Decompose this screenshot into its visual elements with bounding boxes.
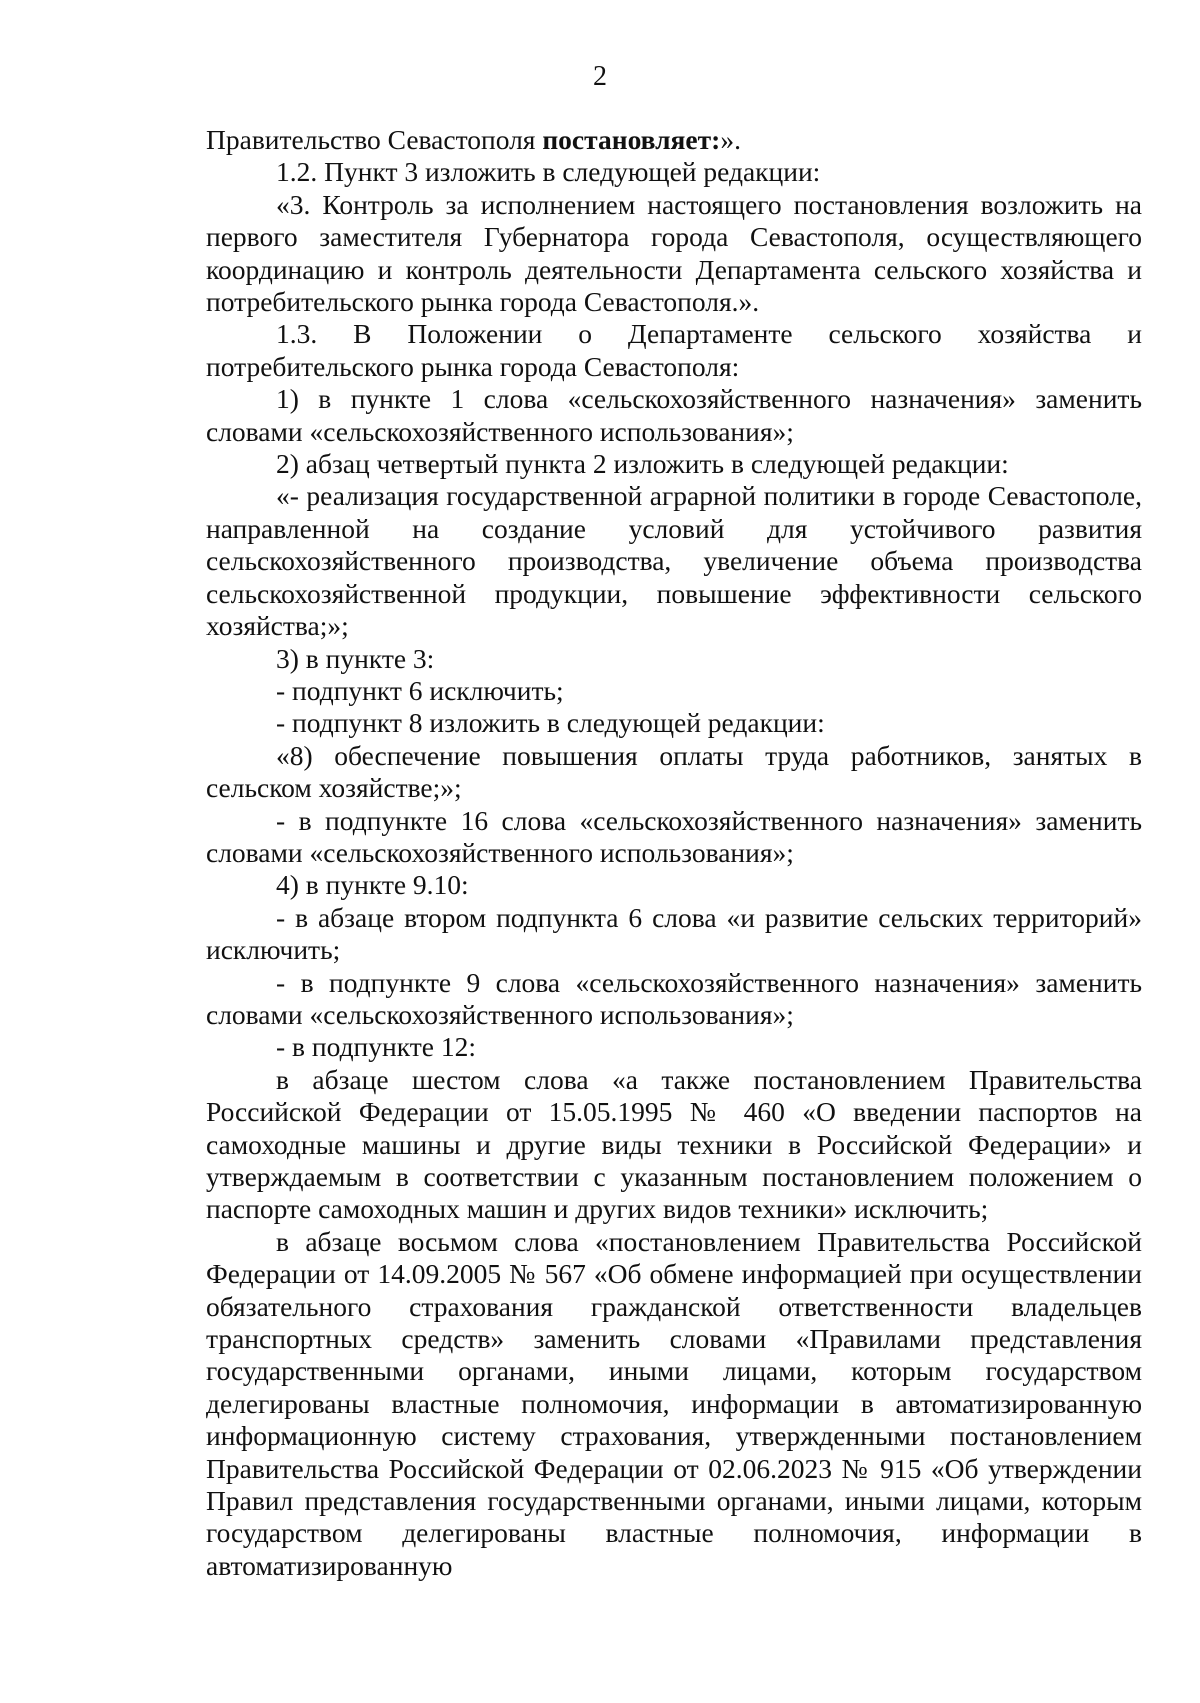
paragraph-sub-9: - в подпункте 9 слова «сельскохозяйственного назначения» заменить словами «сельскохозяйственного использования»; [206,966,1142,1030]
paragraph-quote-8: «8) обеспечение повышения оплаты труда работников, занятых в сельском хозяйстве;»; [206,739,1142,804]
paragraph-sub-6: - подпункт 6 исключить; [276,674,564,706]
paragraph-quote-policy: «- реализация государственной аграрной политики в городе Севастополе, направленной на создание условий для устойчивого развития сельскохозяйственного производства, увеличение объема производства сельскохозяйственной продукции, повышение эффективности сельского хозяйства;»; [206,480,1142,642]
bold-text: постановляет: [542,124,721,155]
paragraph-sub-8: - подпункт 8 изложить в следующей редакции: [276,707,825,739]
paragraph-abz-8: в абзаце восьмом слова «постановлением Правительства Российской Федерации от 14.09.2005 № 567 «Об обмене информацией при осуществлении обязательного страхования гражданской ответственности владельцев транспортных средств» заменить словами «Правилами представления государственными органами, иными лицами, которым государством делегированы властные полномочия, информации в автоматизированную информационную систему страхования, утвержденными постановлением Правительства Российской Федерации от 02.06.2023 № 915 «Об утверждении Правил представления государственными органами, иными лицами, которым государством делегированы властные полномочия, информации в автоматизированную [206,1225,1142,1581]
paragraph-1-3: 1.3. В Положении о Департаменте сельского хозяйства и потребительского рынка города Севастополя: [206,318,1142,382]
paragraph-sub-12: - в подпункте 12: [276,1031,476,1063]
paragraph-sub-6-abz: - в абзаце втором подпункта 6 слова «и развитие сельских территорий» исключить; [206,901,1142,966]
paragraph-item-3: 3) в пункте 3: [276,642,435,674]
paragraph-item-2: 2) абзац четвертый пункта 2 изложить в следующей редакции: [276,448,1009,480]
paragraph-abz-6: в абзаце шестом слова «а также постановлением Правительства Российской Федерации от 15.05.1995 № 460 «О введении паспортов на самоходные машины и другие виды техники в Российской Федерации» и утверждаемым в соответствии с указанным постановлением положением о паспорте самоходных машин и других видов техники» исключить; [206,1063,1142,1225]
paragraph-point-3: «3. Контроль за исполнением настоящего постановления возложить на первого заместителя Губернатора города Севастополя, осуществляющего координацию и контроль деятельности Департамента сельского хозяйства и потребительского рынка города Севастополя.». [206,188,1142,318]
paragraph-item-4: 4) в пункте 9.10: [276,869,469,901]
page-number: 2 [593,61,607,92]
paragraph-item-1: 1) в пункте 1 слова «сельскохозяйственного назначения» заменить словами «сельскохозяйственного использования»; [206,383,1142,447]
paragraph-decree-ending [206,124,1142,156]
document-body [206,124,1142,1582]
paragraph-1-2: 1.2. Пункт 3 изложить в следующей редакции: [276,156,821,188]
paragraph-sub-16: - в подпункте 16 слова «сельскохозяйственного назначения» заменить словами «сельскохозяйственного использования»; [206,804,1142,868]
paragraph-tail: ». [720,124,741,155]
paragraph-text: Правительство Севастополя [206,124,543,155]
